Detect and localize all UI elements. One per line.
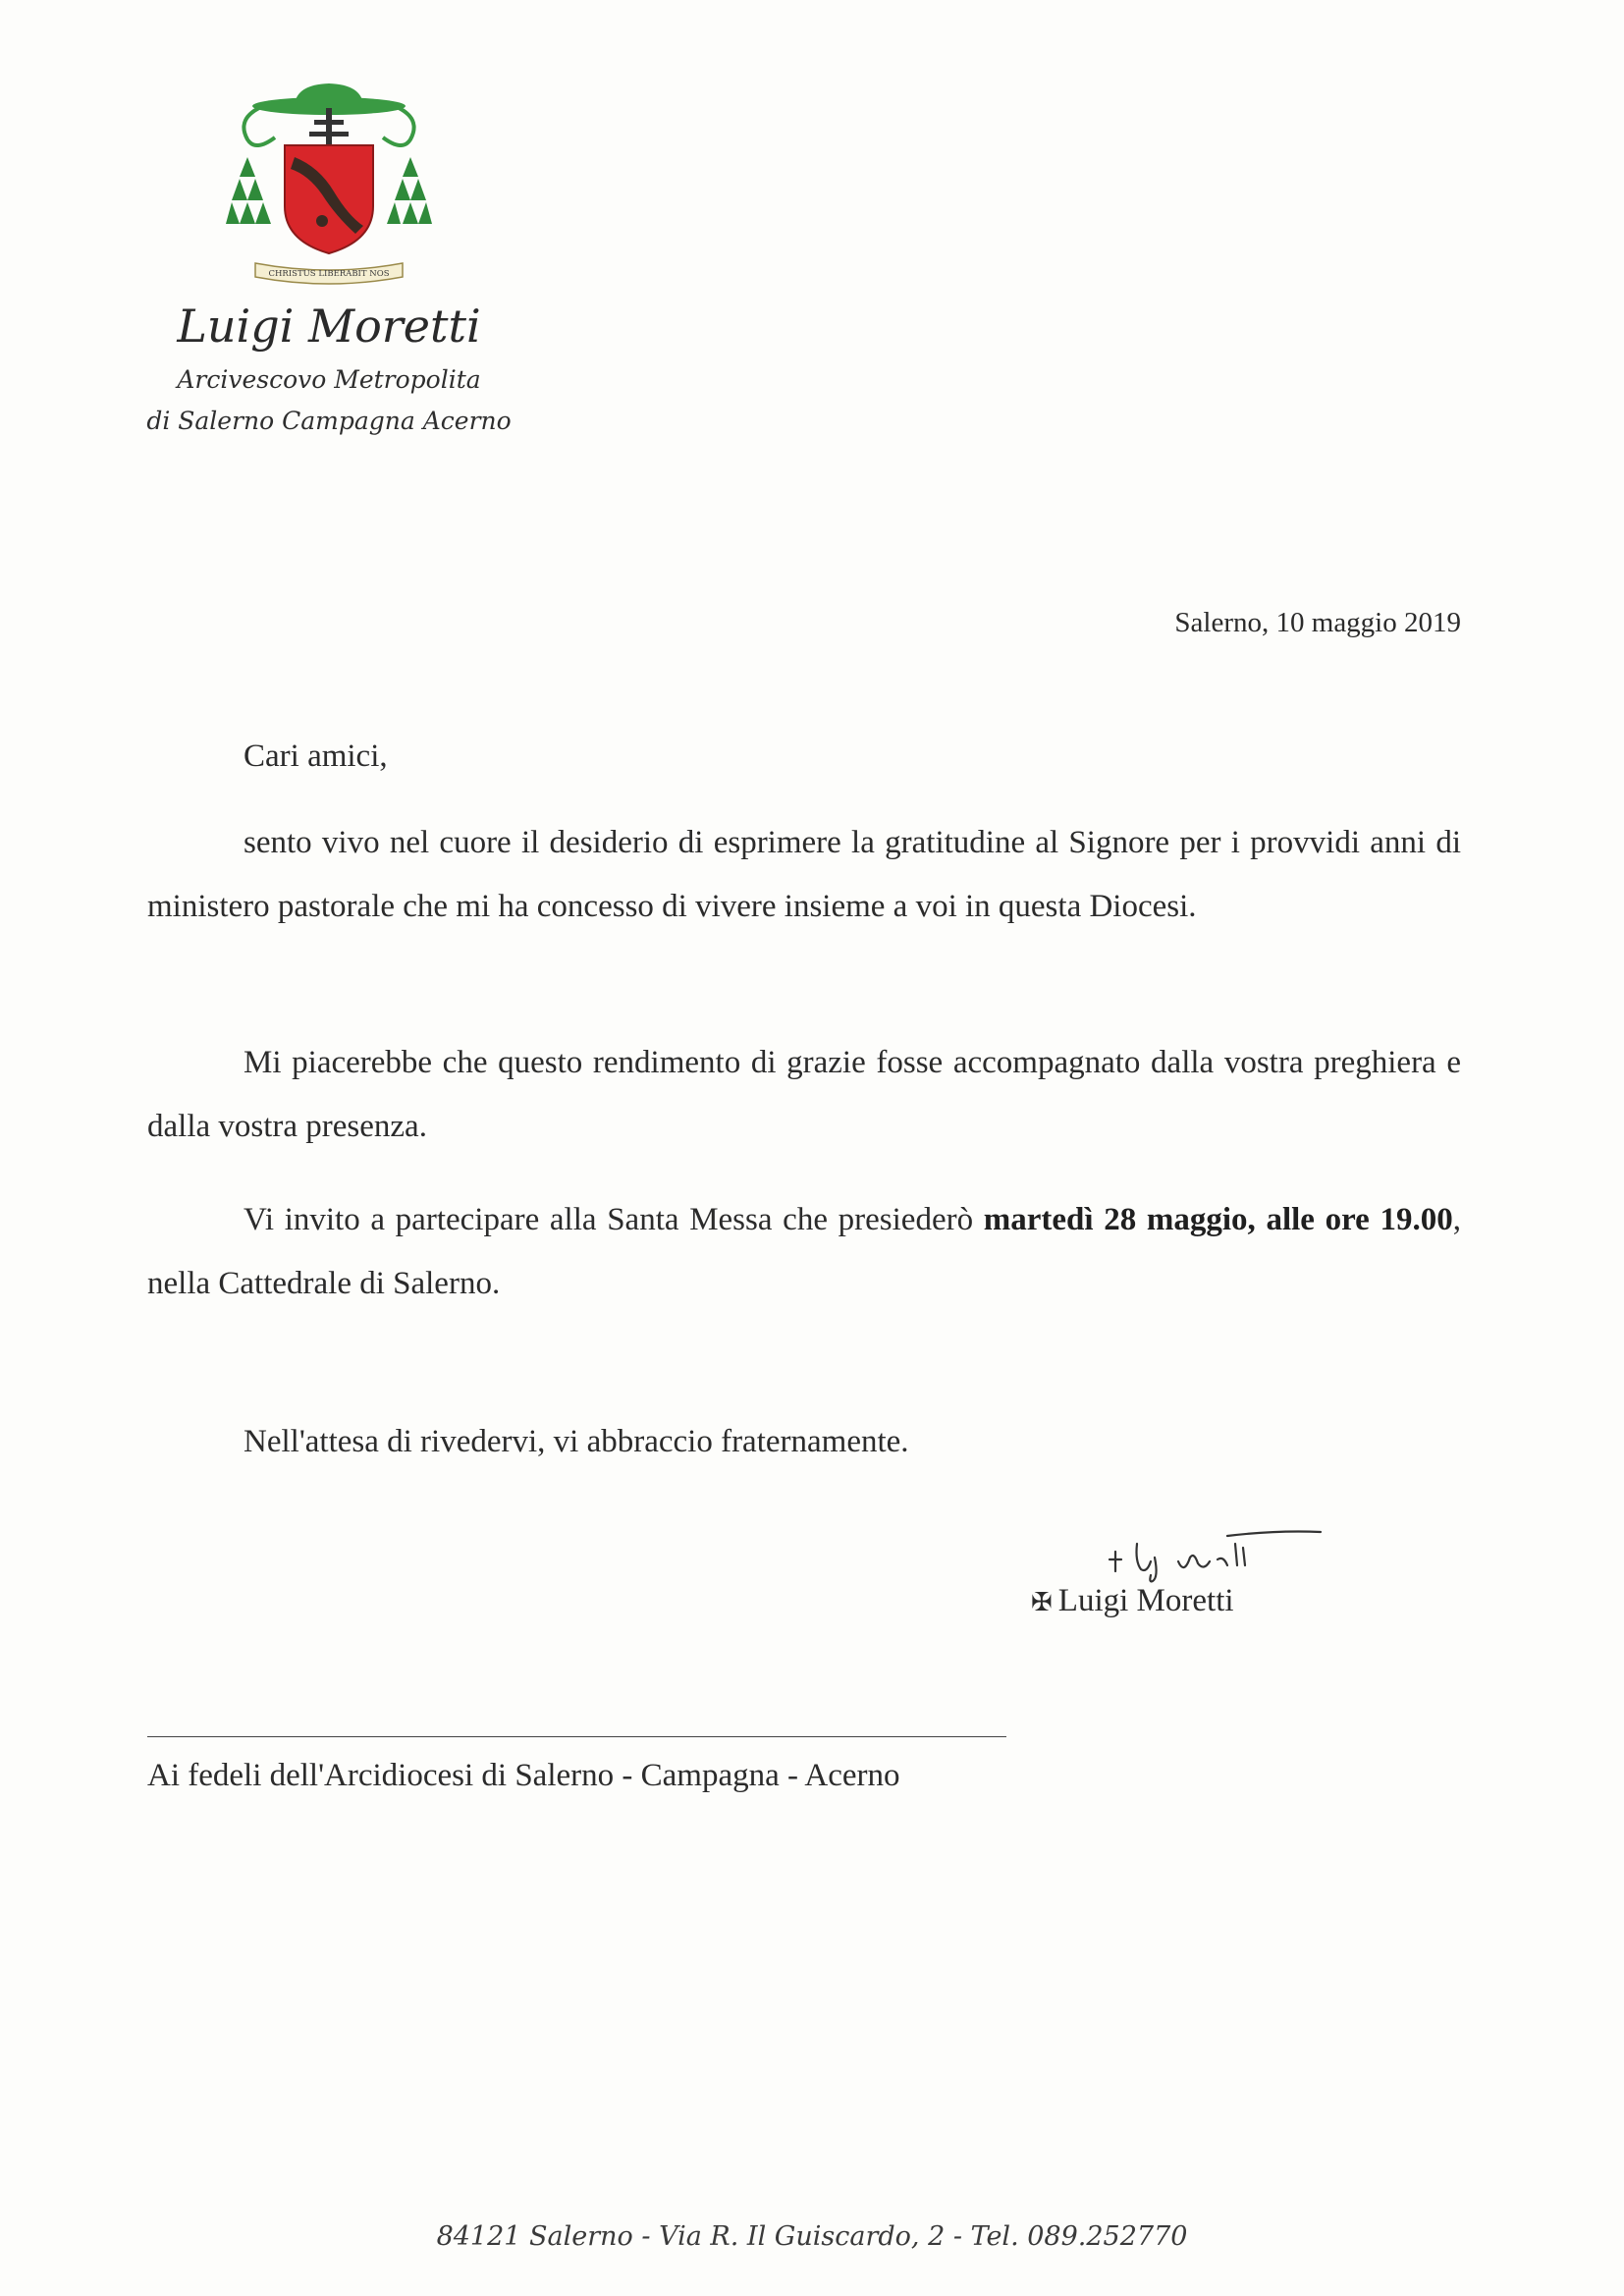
salutation: Cari amici, <box>244 738 388 774</box>
closing-line: Nell'attesa di rivedervi, vi abbraccio fraternamente. <box>244 1424 909 1459</box>
handwritten-signature-icon <box>1090 1522 1326 1591</box>
paragraph-prayer <box>147 1031 1461 1159</box>
paragraph-invitation <box>147 1188 1461 1316</box>
invitation-date-time: martedì 28 maggio, alle ore 19.00 <box>983 1202 1453 1237</box>
invitation-text-before: Vi invito a partecipare alla Santa Messa che presiederò <box>244 1202 984 1237</box>
invitation-text-after: , nella Cattedrale di Salerno. <box>147 1202 1461 1301</box>
signature-name <box>1031 1583 1234 1619</box>
signature-name-text: Luigi Moretti <box>1057 1583 1234 1618</box>
divider-line <box>147 1736 1006 1737</box>
motto-text: CHRISTUS LIBERABIT NOS <box>268 269 390 279</box>
letterhead-name: Luigi Moretti <box>177 300 481 353</box>
footer-address: 84121 Salerno - Via R. Il Guiscardo, 2 - Tel. 089.252770 <box>436 2221 1188 2252</box>
episcopal-cross-icon: ✠ <box>1031 1588 1053 1616</box>
paragraph-gratitude <box>147 811 1461 939</box>
recipient-line: Ai fedeli dell'Arcidiocesi di Salerno - Campagna - Acerno <box>147 1758 900 1793</box>
coat-of-arms-icon <box>226 79 432 314</box>
letterhead-title: Arcivescovo Metropolita <box>177 365 481 394</box>
letterhead-diocese: di Salerno Campagna Acerno <box>146 407 512 435</box>
letter-date: Salerno, 10 maggio 2019 <box>1174 607 1461 638</box>
paragraph-gratitude-text: sento vivo nel cuore il desiderio di esprimere la gratitudine al Signore per i provvidi anni di ministero pastorale che mi ha concesso di vivere insieme a voi in questa Diocesi. <box>147 825 1461 924</box>
paragraph-prayer-text: Mi piacerebbe che questo rendimento di grazie fosse accompagnato dalla vostra preghiera e dalla vostra presenza. <box>147 1045 1461 1144</box>
